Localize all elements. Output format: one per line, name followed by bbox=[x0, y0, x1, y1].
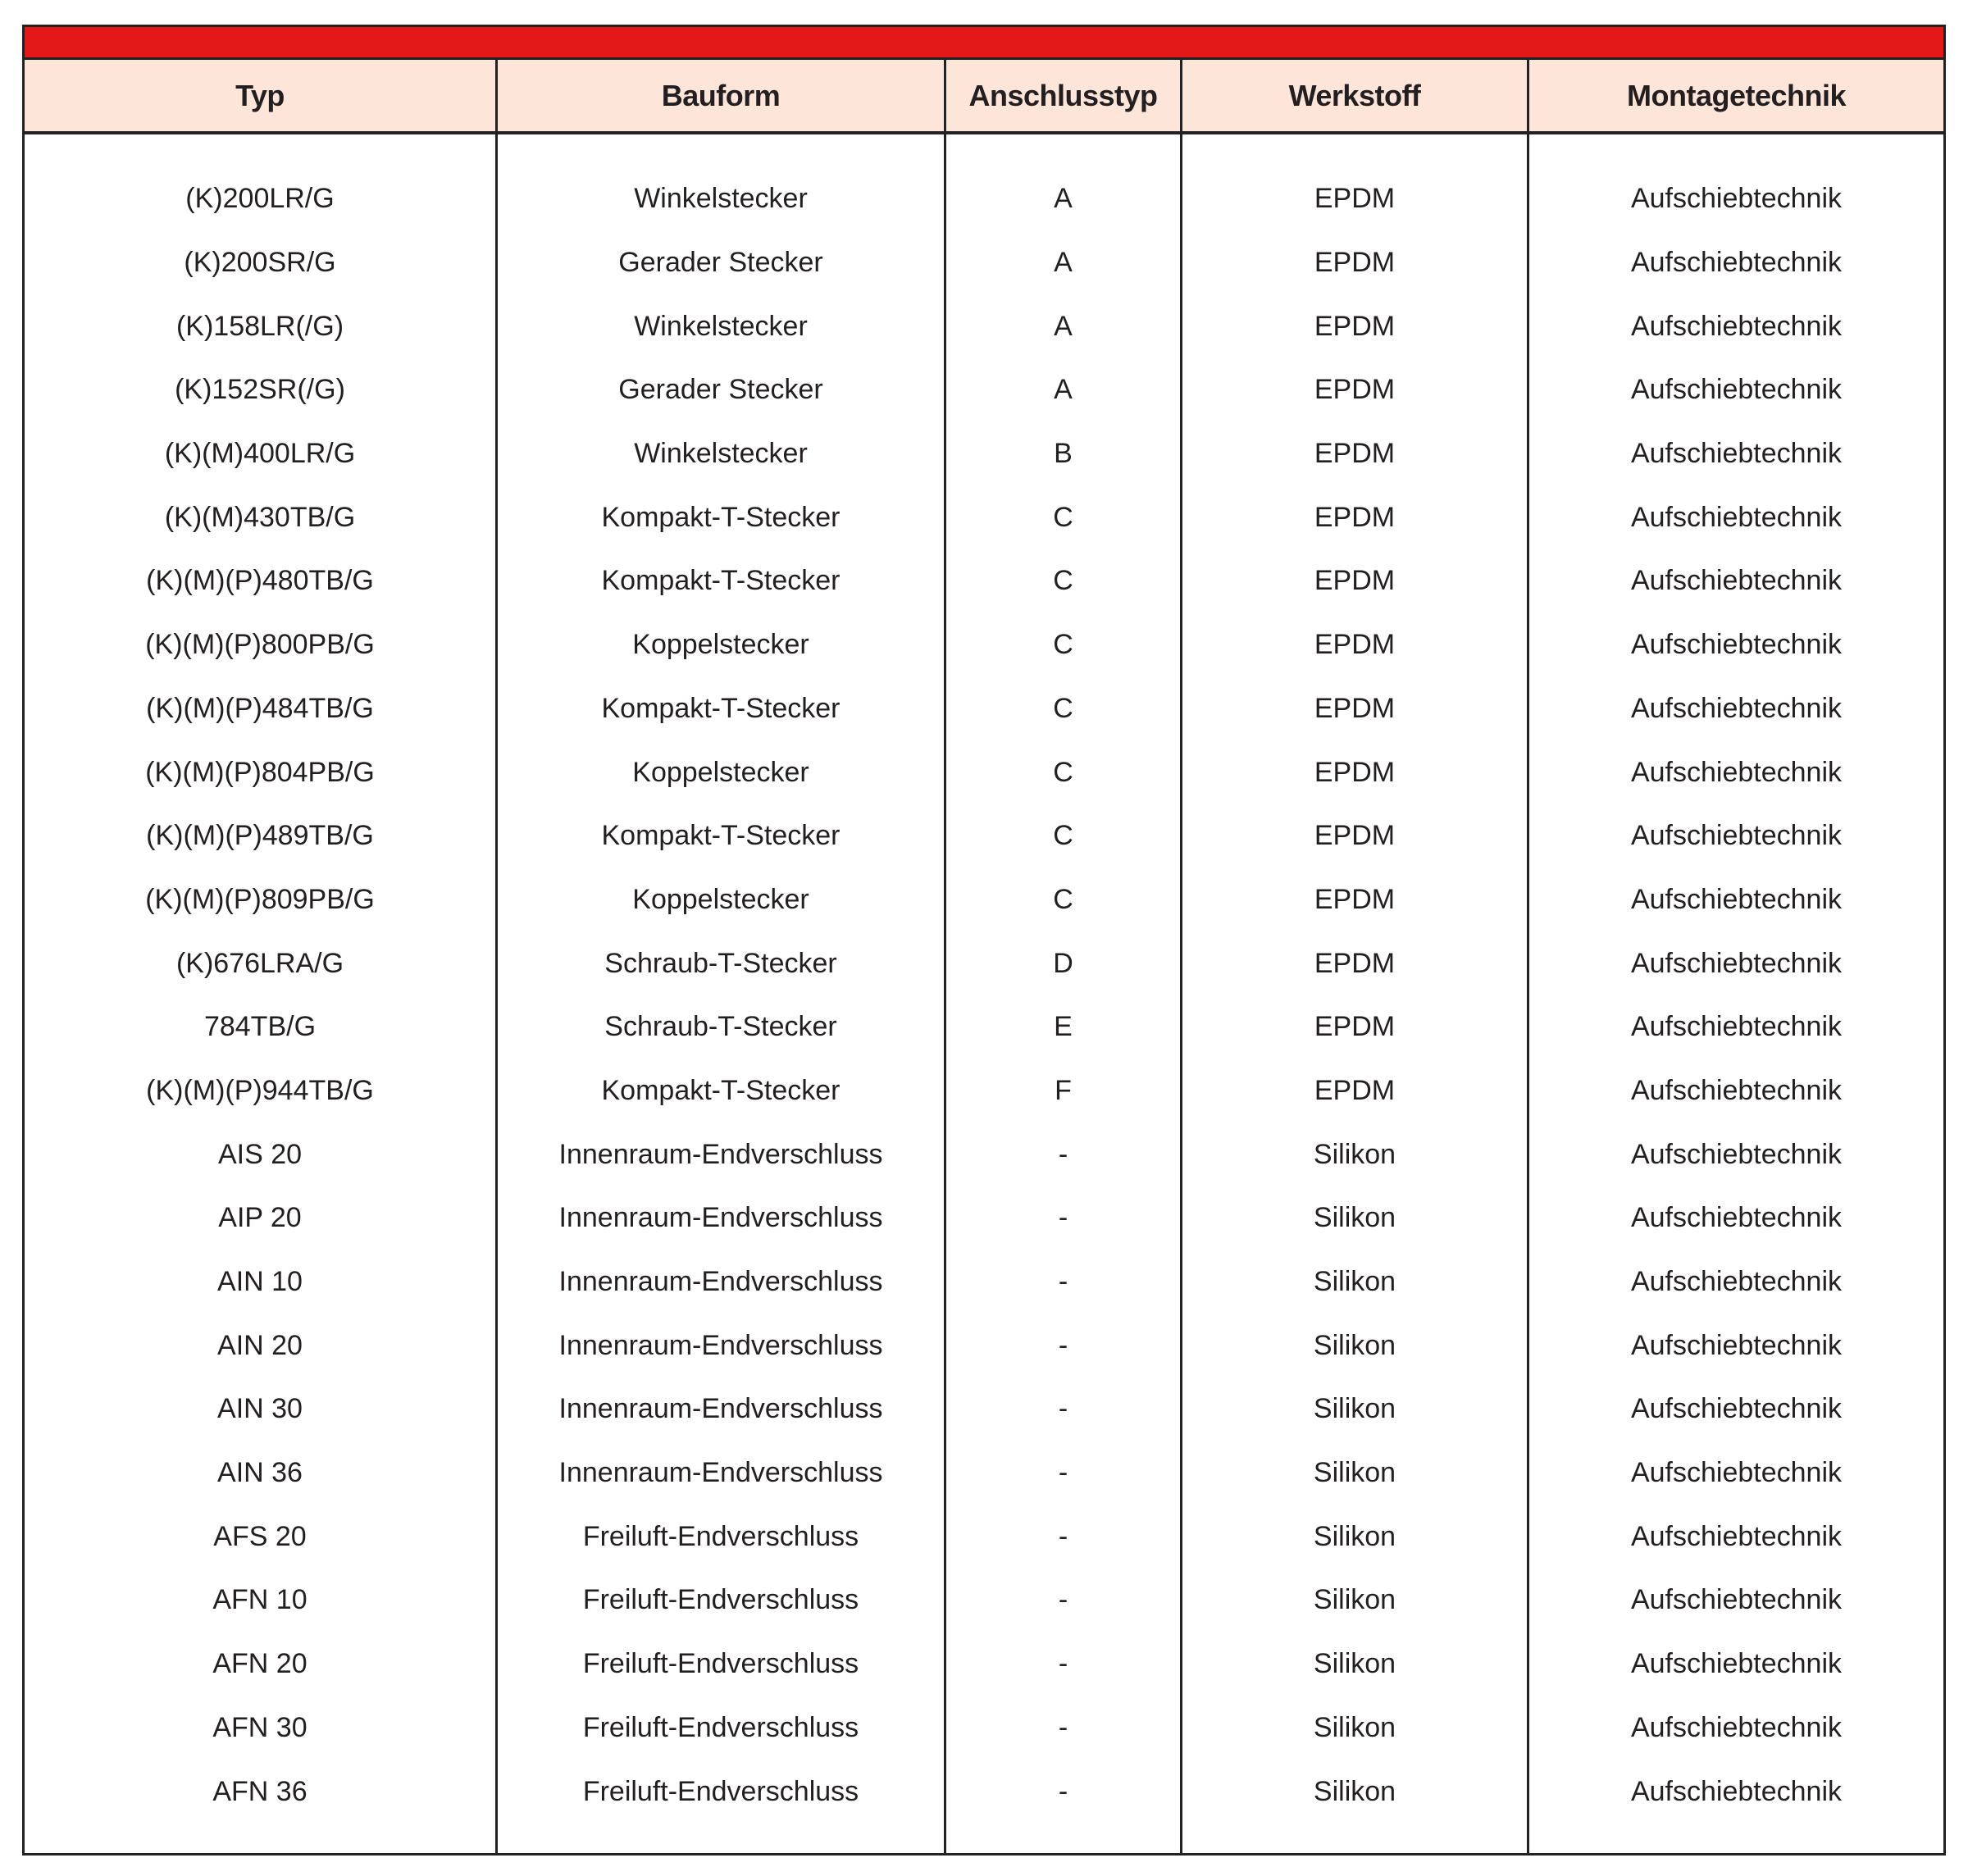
cell-montagetechnik: Aufschiebtechnik bbox=[1630, 1329, 1843, 1361]
cell-montagetechnik: Aufschiebtechnik bbox=[1630, 1202, 1843, 1234]
cell-montagetechnik: Aufschiebtechnik bbox=[1630, 183, 1843, 215]
cell-typ: AIN 30 bbox=[217, 1393, 303, 1425]
cell-werkstoff: EPDM bbox=[1314, 629, 1396, 661]
cell-typ: 784TB/G bbox=[203, 1011, 317, 1043]
cell-anschlusstyp: - bbox=[1058, 1266, 1068, 1298]
cell-werkstoff: EPDM bbox=[1314, 1011, 1396, 1043]
cell-typ: AIS 20 bbox=[217, 1138, 303, 1170]
cell-anschlusstyp: C bbox=[1053, 629, 1073, 661]
cell-werkstoff: EPDM bbox=[1314, 247, 1396, 279]
cell-anschlusstyp: - bbox=[1058, 1329, 1068, 1361]
cell-bauform: Freiluft-Endverschluss bbox=[582, 1584, 859, 1616]
cell-montagetechnik: Aufschiebtechnik bbox=[1630, 438, 1843, 470]
cell-anschlusstyp: C bbox=[1053, 501, 1073, 533]
cell-bauform: Winkelstecker bbox=[634, 183, 808, 215]
cell-werkstoff: EPDM bbox=[1314, 565, 1396, 597]
cell-anschlusstyp: A bbox=[1054, 183, 1073, 215]
cell-bauform: Winkelstecker bbox=[634, 438, 808, 470]
cell-montagetechnik: Aufschiebtechnik bbox=[1630, 756, 1843, 788]
cell-anschlusstyp: C bbox=[1053, 692, 1073, 724]
cell-montagetechnik: Aufschiebtechnik bbox=[1630, 1775, 1843, 1807]
header-anschlusstyp: Anschlusstyp bbox=[946, 60, 1182, 131]
cell-montagetechnik: Aufschiebtechnik bbox=[1630, 820, 1843, 852]
cell-werkstoff: EPDM bbox=[1314, 310, 1396, 342]
cell-montagetechnik: Aufschiebtechnik bbox=[1630, 883, 1843, 915]
cell-typ: (K)158LR(/G) bbox=[175, 310, 344, 342]
cell-typ: (K)(M)(P)809PB/G bbox=[145, 883, 375, 915]
cell-anschlusstyp: - bbox=[1058, 1457, 1068, 1489]
cell-anschlusstyp: - bbox=[1058, 1775, 1068, 1807]
cell-bauform: Winkelstecker bbox=[634, 310, 808, 342]
red-title-band bbox=[25, 27, 1943, 60]
cell-werkstoff: EPDM bbox=[1314, 183, 1396, 215]
cell-typ: AIP 20 bbox=[218, 1202, 302, 1234]
cell-anschlusstyp: - bbox=[1058, 1520, 1068, 1552]
cell-werkstoff: Silikon bbox=[1313, 1584, 1396, 1616]
cell-anschlusstyp: D bbox=[1053, 947, 1073, 979]
cell-typ: (K)(M)(P)944TB/G bbox=[146, 1074, 374, 1106]
cell-typ: (K)200SR/G bbox=[184, 247, 336, 279]
cell-werkstoff: EPDM bbox=[1314, 947, 1396, 979]
cell-anschlusstyp: C bbox=[1053, 883, 1073, 915]
table-body bbox=[25, 134, 1943, 1853]
cell-typ: (K)200LR/G bbox=[185, 183, 335, 215]
cell-typ: AFN 36 bbox=[212, 1775, 308, 1807]
cell-montagetechnik: Aufschiebtechnik bbox=[1630, 565, 1843, 597]
cell-montagetechnik: Aufschiebtechnik bbox=[1630, 692, 1843, 724]
cell-typ: (K)(M)(P)480TB/G bbox=[146, 565, 374, 597]
cell-montagetechnik: Aufschiebtechnik bbox=[1630, 1393, 1843, 1425]
table-header-row bbox=[25, 60, 1943, 134]
cell-bauform: Kompakt-T-Stecker bbox=[601, 1074, 840, 1106]
cell-bauform: Innenraum-Endverschluss bbox=[558, 1329, 883, 1361]
column-anschlusstyp bbox=[946, 134, 1182, 1853]
cell-werkstoff: EPDM bbox=[1314, 820, 1396, 852]
cell-typ: AFS 20 bbox=[213, 1520, 307, 1552]
cell-bauform: Schraub-T-Stecker bbox=[604, 947, 837, 979]
cell-werkstoff: EPDM bbox=[1314, 883, 1396, 915]
header-bauform: Bauform bbox=[498, 60, 946, 131]
cell-anschlusstyp: E bbox=[1054, 1011, 1073, 1043]
cell-werkstoff: Silikon bbox=[1313, 1775, 1396, 1807]
column-montagetechnik bbox=[1529, 134, 1943, 1853]
cell-anschlusstyp: B bbox=[1054, 438, 1073, 470]
cell-anschlusstyp: - bbox=[1058, 1711, 1068, 1743]
cell-typ: AIN 36 bbox=[217, 1457, 303, 1489]
cell-bauform: Innenraum-Endverschluss bbox=[558, 1138, 883, 1170]
cell-werkstoff: Silikon bbox=[1313, 1711, 1396, 1743]
cell-montagetechnik: Aufschiebtechnik bbox=[1630, 247, 1843, 279]
cell-bauform: Innenraum-Endverschluss bbox=[558, 1266, 883, 1298]
cell-bauform: Freiluft-Endverschluss bbox=[582, 1775, 859, 1807]
cell-anschlusstyp: - bbox=[1058, 1648, 1068, 1680]
cell-typ: (K)(M)(P)484TB/G bbox=[146, 692, 374, 724]
cell-werkstoff: Silikon bbox=[1313, 1329, 1396, 1361]
cell-montagetechnik: Aufschiebtechnik bbox=[1630, 1648, 1843, 1680]
cell-montagetechnik: Aufschiebtechnik bbox=[1630, 1266, 1843, 1298]
cell-typ: (K)(M)(P)804PB/G bbox=[145, 756, 375, 788]
cell-anschlusstyp: - bbox=[1058, 1202, 1068, 1234]
cell-bauform: Innenraum-Endverschluss bbox=[558, 1457, 883, 1489]
cell-anschlusstyp: C bbox=[1053, 756, 1073, 788]
cell-werkstoff: Silikon bbox=[1313, 1648, 1396, 1680]
cell-typ: (K)676LRA/G bbox=[175, 947, 344, 979]
cell-werkstoff: EPDM bbox=[1314, 756, 1396, 788]
cell-montagetechnik: Aufschiebtechnik bbox=[1630, 1520, 1843, 1552]
cell-montagetechnik: Aufschiebtechnik bbox=[1630, 1011, 1843, 1043]
cell-anschlusstyp: - bbox=[1058, 1584, 1068, 1616]
cell-werkstoff: EPDM bbox=[1314, 1074, 1396, 1106]
cell-werkstoff: Silikon bbox=[1313, 1266, 1396, 1298]
cell-bauform: Freiluft-Endverschluss bbox=[582, 1520, 859, 1552]
cell-bauform: Innenraum-Endverschluss bbox=[558, 1202, 883, 1234]
cell-bauform: Koppelstecker bbox=[632, 629, 809, 661]
cell-werkstoff: EPDM bbox=[1314, 692, 1396, 724]
cell-typ: (K)(M)400LR/G bbox=[164, 438, 356, 470]
cell-typ: AIN 20 bbox=[217, 1329, 303, 1361]
cell-werkstoff: Silikon bbox=[1313, 1138, 1396, 1170]
cell-typ: AFN 10 bbox=[212, 1584, 308, 1616]
cell-anschlusstyp: A bbox=[1054, 247, 1073, 279]
column-bauform bbox=[498, 134, 946, 1853]
cell-bauform: Kompakt-T-Stecker bbox=[601, 565, 840, 597]
cell-bauform: Gerader Stecker bbox=[618, 247, 823, 279]
cell-anschlusstyp: F bbox=[1055, 1074, 1072, 1106]
cell-montagetechnik: Aufschiebtechnik bbox=[1630, 1138, 1843, 1170]
column-werkstoff bbox=[1182, 134, 1529, 1853]
cell-bauform: Kompakt-T-Stecker bbox=[601, 820, 840, 852]
cell-werkstoff: Silikon bbox=[1313, 1393, 1396, 1425]
cell-montagetechnik: Aufschiebtechnik bbox=[1630, 1711, 1843, 1743]
header-montagetechnik: Montagetechnik bbox=[1626, 78, 1847, 112]
cell-montagetechnik: Aufschiebtechnik bbox=[1630, 1584, 1843, 1616]
cell-bauform: Innenraum-Endverschluss bbox=[558, 1393, 883, 1425]
cell-anschlusstyp: A bbox=[1054, 310, 1073, 342]
cell-werkstoff: Silikon bbox=[1313, 1457, 1396, 1489]
cell-bauform: Gerader Stecker bbox=[618, 374, 823, 406]
product-table bbox=[22, 25, 1946, 1856]
cell-bauform: Kompakt-T-Stecker bbox=[601, 501, 840, 533]
cell-montagetechnik: Aufschiebtechnik bbox=[1630, 629, 1843, 661]
cell-werkstoff: EPDM bbox=[1314, 501, 1396, 533]
cell-typ: AIN 10 bbox=[217, 1266, 303, 1298]
cell-anschlusstyp: - bbox=[1058, 1138, 1068, 1170]
column-typ bbox=[25, 134, 498, 1853]
cell-montagetechnik: Aufschiebtechnik bbox=[1630, 310, 1843, 342]
cell-typ: AFN 30 bbox=[212, 1711, 308, 1743]
cell-typ: (K)152SR(/G) bbox=[175, 374, 345, 406]
cell-montagetechnik: Aufschiebtechnik bbox=[1630, 501, 1843, 533]
cell-bauform: Freiluft-Endverschluss bbox=[582, 1648, 859, 1680]
cell-anschlusstyp: C bbox=[1053, 820, 1073, 852]
cell-anschlusstyp: - bbox=[1058, 1393, 1068, 1425]
cell-bauform: Koppelstecker bbox=[632, 883, 809, 915]
cell-werkstoff: EPDM bbox=[1314, 438, 1396, 470]
cell-montagetechnik: Aufschiebtechnik bbox=[1630, 374, 1843, 406]
cell-typ: (K)(M)(P)489TB/G bbox=[146, 820, 374, 852]
cell-bauform: Kompakt-T-Stecker bbox=[601, 692, 840, 724]
cell-montagetechnik: Aufschiebtechnik bbox=[1630, 1074, 1843, 1106]
cell-typ: (K)(M)430TB/G bbox=[164, 501, 356, 533]
cell-bauform: Freiluft-Endverschluss bbox=[582, 1711, 859, 1743]
cell-bauform: Koppelstecker bbox=[632, 756, 809, 788]
cell-werkstoff: Silikon bbox=[1313, 1202, 1396, 1234]
cell-typ: (K)(M)(P)800PB/G bbox=[145, 629, 375, 661]
cell-typ: AFN 20 bbox=[212, 1648, 308, 1680]
header-typ: Typ bbox=[25, 60, 498, 131]
header-werkstoff: Werkstoff bbox=[1182, 60, 1529, 131]
cell-bauform: Schraub-T-Stecker bbox=[604, 1011, 837, 1043]
cell-montagetechnik: Aufschiebtechnik bbox=[1630, 947, 1843, 979]
cell-anschlusstyp: C bbox=[1053, 565, 1073, 597]
cell-anschlusstyp: A bbox=[1054, 374, 1073, 406]
cell-werkstoff: Silikon bbox=[1313, 1520, 1396, 1552]
cell-werkstoff: EPDM bbox=[1314, 374, 1396, 406]
cell-montagetechnik: Aufschiebtechnik bbox=[1630, 1457, 1843, 1489]
